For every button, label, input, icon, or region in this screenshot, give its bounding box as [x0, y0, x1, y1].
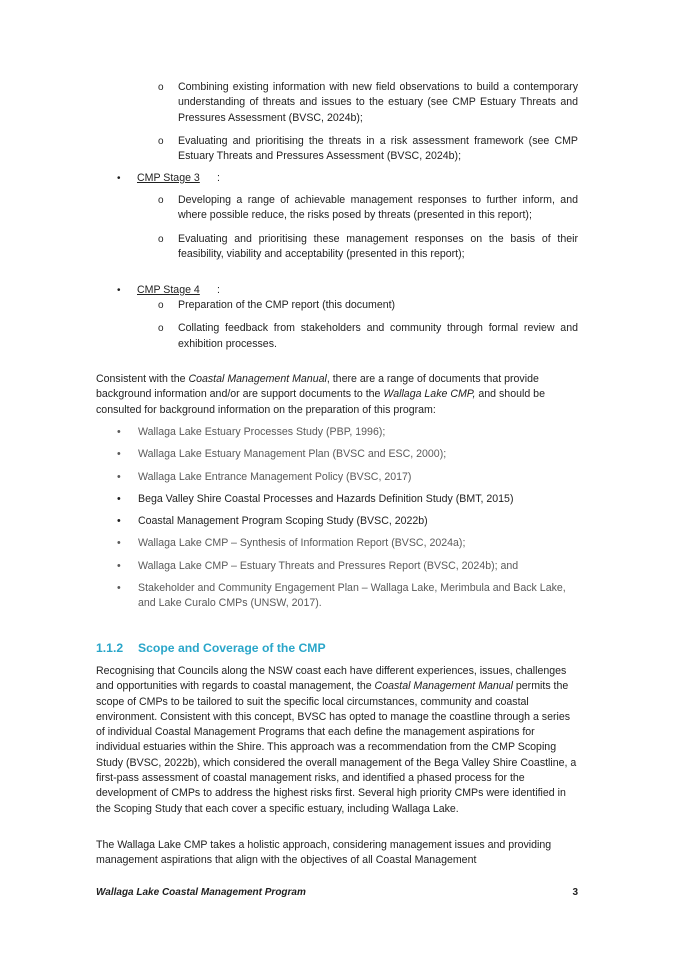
stage3-label: CMP Stage 3	[137, 172, 200, 184]
bullet-icon: •	[117, 537, 121, 550]
stage3-sublist	[158, 193, 578, 270]
bullet-icon: •	[117, 559, 121, 572]
bullet-icon: •	[117, 448, 121, 461]
circle-bullet-icon: o	[158, 323, 164, 335]
stage4-label: CMP Stage 4	[137, 284, 200, 296]
stage2-sublist	[158, 80, 578, 172]
stage4-sublist	[158, 298, 578, 360]
list-item: • Wallaga Lake Estuary Management Plan (BVSC and ESC, 2000);	[117, 447, 579, 462]
list-item: o Developing a range of achievable management responses to further inform, and where possible reduce, the risks posed by threats (presented in this report);	[158, 194, 578, 222]
document-page: o Combining existing information with new field observations to build a contemporary understanding of threats and issues to the estuary (see CMP Estuary Threats and Pressures Assessment (BVSC, 2024b); o Evaluating and prioritising the threats in a risk assessment framework (see CMP Estuary Threats and Pressures Assessment (BVSC, 2024b); • CMP Stage 3 : o Developing a range of achievable management responses to further inform, and where possible reduce, the risks posed by threats (presented in this report); o Evaluating and prioritising these management responses on the basis of their feasibility, viability and acceptability (presented in this report); • CMP Stage 4 : o Preparation of the CMP report (this document) o Collating feedback from stakeholders and community through formal review and exhibition processes. Consistent with the Coastal Management Manual, there are a range of documents that provide background information and/or are support documents to the Wallaga Lake CMP, and should be consulted for background information on the preparation of this program: • Wallaga Lake Estuary Processes Study (PBP, 1996); • Wallaga Lake Estuary Management Plan (BVSC and ESC, 2000); • Wallaga Lake Entrance Management Policy (BVSC, 2017) • Bega Valley Shire Coastal Processes and Hazards Definition Study (BMT, 2015) • Coastal Management Program Scoping Study (BVSC, 2022b) • Wallaga Lake CMP – Synthesis of Information Report (BVSC, 2024a); • Wallaga Lake CMP – Estuary Threats and Pressures Report (BVSC, 2024b); and • Stakeholder and Community Engagement Plan – Wallaga Lake, Merimbula and Back Lake, and Lake Curalo CMPs (UNSW, 2017). 1.1.2 Scope and Coverage of the CMP Recognising that Councils along the NSW coast each have different experiences, issues, challenges and opportunities with regards to coastal management, the Coastal Management Manual permits the scope of CMPs to be tailored to suit the specific local circumstances, community and coastal environment. Consistent with this concept, BVSC has opted to manage the coastline through a series of individual Coastal Management Programs that each define the management aspirations for individual estuaries within the Shire. This approach was a recommendation from the CMP Scoping Study (BVSC, 2022b), which considered the overall management of the Bega Valley Shire Coastline, a first-pass assessment of coastal management risks, and identified a phased process for the development of CMPs to address the highest risks first. Several high priority CMPs were identified in the Scoping Study that each cover a specific estuary, including Wallaga Lake. The Wallaga Lake CMP takes a holistic approach, considering management issues and providing management aspirations that align with the objectives of all Coastal Management Wallaga Lake Coastal Management Program 3	[96, 81, 578, 898]
list-item: o Collating feedback from stakeholders and community through formal review and exhibition processes.	[158, 322, 578, 350]
list-item: • Bega Valley Shire Coastal Processes and Hazards Definition Study (BMT, 2015)	[117, 492, 579, 507]
bullet-icon: •	[117, 582, 121, 595]
bullet-icon: •	[117, 173, 121, 184]
circle-bullet-icon: o	[158, 233, 164, 245]
bullet-icon: •	[117, 515, 121, 528]
circle-bullet-icon: o	[158, 195, 164, 206]
scope-paragraph-2: The Wallaga Lake CMP takes a holistic approach, considering management issues and providing management aspirations that align with the objectives of all Coastal Management	[96, 839, 552, 867]
list-item: • Stakeholder and Community Engagement Plan – Wallaga Lake, Merimbula and Back Lake, and Lake Curalo CMPs (UNSW, 2017).	[117, 582, 566, 610]
list-item: • Coastal Management Program Scoping Study (BVSC, 2022b)	[117, 514, 579, 529]
list-item: o Combining existing information with new field observations to build a contemporary understanding of threats and issues to the estuary (see CMP Estuary Threats and Pressures Assessment (BVSC, 2024b);	[158, 81, 578, 124]
bullet-icon: •	[117, 285, 121, 296]
footer-title: Wallaga Lake Coastal Management Program	[96, 887, 306, 898]
bullet-icon: •	[117, 492, 121, 505]
list-item: • Wallaga Lake Entrance Management Policy (BVSC, 2017)	[117, 470, 579, 485]
list-item: o Preparation of the CMP report (this document)	[158, 298, 578, 313]
page-number: 3	[572, 887, 578, 898]
list-item: • Wallaga Lake Estuary Processes Study (PBP, 1996);	[117, 425, 579, 440]
intro-paragraph: Consistent with the Coastal Management Manual, there are a range of documents that provide background information and/or are support documents to the Wallaga Lake CMP, and should be consulted for background information on the preparation of this program:	[96, 373, 545, 416]
bullet-icon: •	[117, 426, 121, 438]
section-heading: 1.1.2 Scope and Coverage of the CMP	[96, 641, 326, 655]
list-item: o Evaluating and prioritising the threats in a risk assessment framework (see CMP Estuary Threats and Pressures Assessment (BVSC, 2024b);	[158, 134, 578, 163]
circle-bullet-icon: o	[158, 82, 164, 93]
page-footer	[96, 887, 578, 898]
documents-list	[117, 425, 579, 612]
circle-bullet-icon: o	[158, 135, 164, 147]
scope-paragraph: Recognising that Councils along the NSW coast each have different experiences, issues, challenges and opportunities with regards to coastal management, the Coastal Management Manual permits the scope of CMPs to be tailored to suit the specific local circumstances, community and coastal environment. Consistent with this concept, BVSC has opted to manage the coastline through a series of individual Coastal Management Programs that each define the management aspirations for individual estuaries within the Shire. This approach was a recommendation from the CMP Scoping Study (BVSC, 2022b), which considered the overall management of the Bega Valley Shire Coastline, a first-pass assessment of coastal management risks, and identified a phased process for the development of CMPs to address the highest risks first. Several high priority CMPs were identified in the Scoping Study that each cover a specific estuary, including Wallaga Lake.	[96, 665, 577, 815]
list-item: o Evaluating and prioritising these management responses on the basis of their feasibility, viability and acceptability (presented in this report);	[158, 232, 578, 260]
bullet-icon: •	[117, 470, 121, 483]
list-item: • Wallaga Lake CMP – Synthesis of Information Report (BVSC, 2024a);	[117, 536, 579, 551]
circle-bullet-icon: o	[158, 300, 164, 311]
list-item: • Wallaga Lake CMP – Estuary Threats and Pressures Report (BVSC, 2024b); and	[117, 559, 579, 574]
